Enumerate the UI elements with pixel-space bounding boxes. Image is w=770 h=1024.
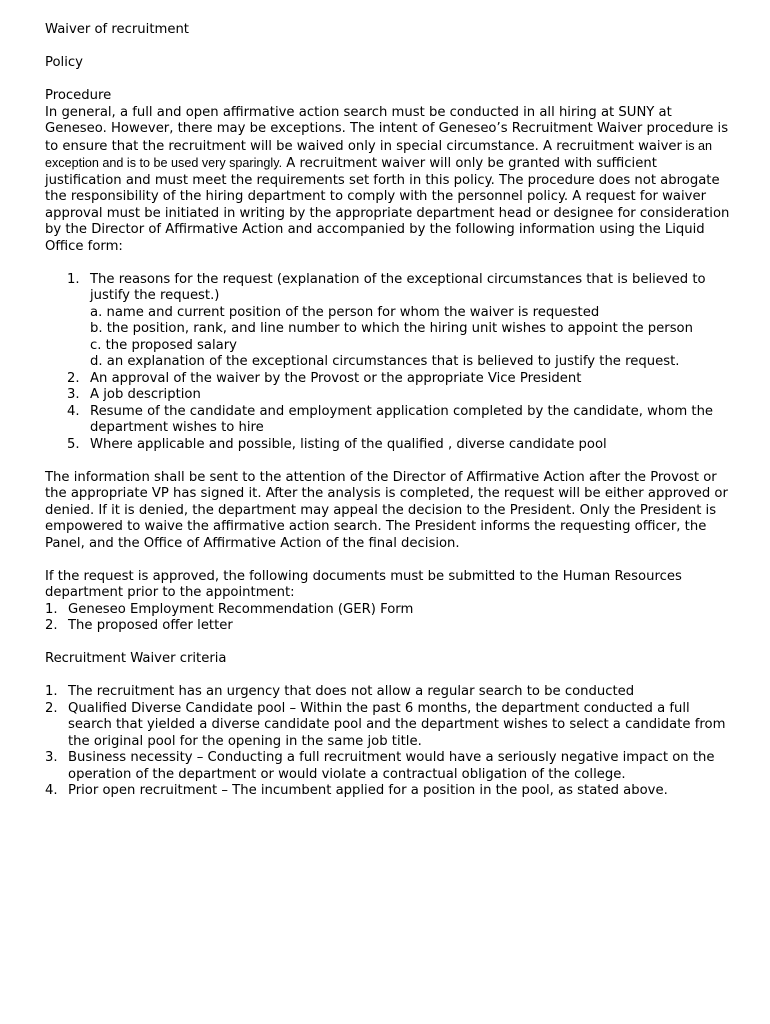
procedure-heading: Procedure	[45, 88, 112, 103]
approved-documents-list	[45, 602, 735, 635]
procedure-text-part1: In general, a full and open affirmative action search must be conducted in all hiring at SUNY at Geneseo. However, there may be exceptions. The intent of Geneseo’s Recruitment Waiver procedure is to ensure that the recruitment will be waived only in special circumstance. A recruitment waiver	[45, 104, 729, 154]
list-item-text: Business necessity – Conducting a full recruitment would have a seriously negative impact on the operation of the department or would violate a contractual obligation of the college.	[68, 750, 715, 782]
list-item-text: The proposed offer letter	[68, 618, 233, 633]
spacer	[45, 453, 735, 470]
list-item	[45, 701, 735, 751]
sub-list-item: c. the proposed salary	[90, 337, 237, 353]
list-item	[45, 750, 735, 783]
list-item-text: Where applicable and possible, listing of the qualified , diverse candidate pool	[90, 436, 607, 452]
list-item	[45, 404, 735, 437]
list-item-text: An approval of the waiver by the Provost or the appropriate Vice President	[90, 370, 582, 386]
spacer	[45, 552, 735, 569]
spacer	[45, 255, 735, 272]
list-number: 1.	[45, 684, 58, 699]
spacer	[45, 72, 735, 89]
request-requirements-list	[45, 272, 735, 454]
list-item	[45, 783, 735, 800]
list-item-text: Qualified Diverse Candidate pool – Within the past 6 months, the department conducted a full search that yielded a diverse candidate pool and the department wishes to select a candidate from the original pool for the opening in the same job title.	[68, 700, 726, 749]
list-item-text: Prior open recruitment – The incumbent applied for a position in the pool, as stated above.	[68, 783, 668, 798]
sub-list-item: a. name and current position of the person for whom the waiver is requested	[90, 304, 600, 320]
approved-paragraph: If the request is approved, the following documents must be submitted to the Human Resources department prior to the appointment:	[45, 568, 682, 600]
sub-list-item: d. an explanation of the exceptional circumstances that is believed to justify the request.	[90, 354, 680, 369]
procedure-text-part3: A recruitment waiver will only be granted with sufficient justification and must meet the requirements set forth in this policy. The procedure does not abrogate the responsibility of the hiring department to comply with the personnel policy. A request for waiver approval must be initiated in writing by the appropriate department head or designee for consideration by the Director of Affirmative Action and accompanied by the following information using the Liquid Office form:	[45, 156, 730, 254]
list-number: 3.	[45, 750, 58, 765]
information-paragraph: The information shall be sent to the attention of the Director of Affirmative Action after the Provost or the appropriate VP has signed it. After the analysis is completed, the request will be either approved or denied. If it is denied, the department may appeal the decision to the President. Only the President is empowered to waive the affirmative action search. The President informs the requesting officer, the Panel, and the Office of Affirmative Action of the final decision.	[45, 469, 728, 551]
list-number: 1.	[45, 601, 58, 617]
list-item-text: The recruitment has an urgency that does not allow a regular search to be conducted	[68, 684, 635, 699]
list-item-text: Geneseo Employment Recommendation (GER) Form	[68, 601, 414, 617]
list-item	[45, 684, 735, 701]
list-item	[45, 387, 735, 404]
document-page	[45, 22, 735, 800]
list-item-text: The reasons for the request (explanation of the exceptional circumstances that is believed to justify the request.)	[90, 271, 706, 303]
list-number: 1.	[67, 271, 80, 287]
procedure-paragraph	[45, 105, 735, 256]
list-number: 2.	[45, 700, 58, 716]
list-number: 4.	[45, 783, 58, 798]
list-item	[45, 272, 735, 371]
spacer	[45, 668, 735, 685]
list-item-text: A job description	[90, 387, 201, 402]
sub-list-item: b. the position, rank, and line number to which the hiring unit wishes to appoint the person	[90, 321, 693, 336]
list-number: 2.	[67, 370, 80, 386]
spacer	[45, 635, 735, 652]
list-item	[45, 618, 735, 635]
spacer	[45, 39, 735, 56]
list-item	[45, 371, 735, 388]
criteria-heading: Recruitment Waiver criteria	[45, 651, 227, 666]
list-item	[45, 602, 735, 619]
list-number: 4.	[67, 403, 80, 419]
list-number: 5.	[67, 436, 80, 452]
procedure-text-part2: is an exception and is to be used very sparingly.	[45, 138, 713, 170]
list-item	[45, 437, 735, 454]
list-number: 3.	[67, 387, 80, 402]
criteria-list	[45, 684, 735, 800]
document-title: Waiver of recruitment	[45, 22, 189, 37]
policy-heading: Policy	[45, 55, 83, 70]
request-subitems	[90, 305, 735, 371]
list-number: 2.	[45, 618, 58, 633]
list-item-text: Resume of the candidate and employment application completed by the candidate, whom the department wishes to hire	[90, 403, 714, 435]
